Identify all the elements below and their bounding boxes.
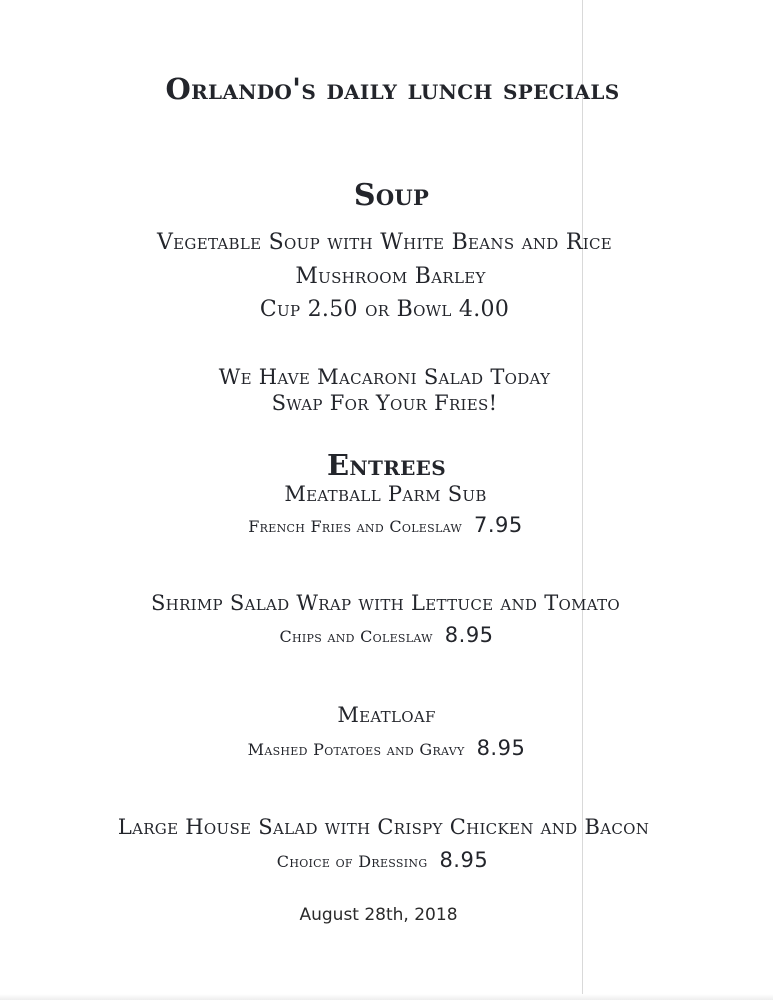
menu-title: Orlando's daily lunch specials: [165, 72, 620, 106]
entree-details: [0, 623, 773, 647]
entree-name: Meatloaf: [337, 703, 436, 727]
soup-item: Vegetable Soup with White Beans and Rice: [156, 230, 613, 255]
entree-price: 7.95: [473, 513, 523, 537]
entree-name: Shrimp Salad Wrap with Lettuce and Tomato: [151, 591, 620, 615]
entree-sides: Chips and Coleslaw: [279, 627, 433, 646]
soup-heading: Soup: [353, 178, 430, 213]
entree-price: 8.95: [439, 848, 489, 872]
entrees-heading: Entrees: [327, 448, 446, 482]
soup-price: Cup 2.50 or Bowl 4.00: [259, 297, 510, 322]
entree-price: 8.95: [476, 736, 526, 760]
entree-sides: Choice of Dressing: [276, 852, 428, 871]
entree-sides: French Fries and Coleslaw: [248, 517, 462, 536]
entree-name: Meatball Parm Sub: [284, 482, 487, 506]
promo-line: Swap For Your Fries!: [271, 391, 498, 415]
entree-details: [0, 848, 769, 872]
entree-price: 8.95: [444, 623, 494, 647]
promo-line: We Have Macaroni Salad Today: [218, 365, 551, 389]
menu-date: August 28th, 2018: [299, 905, 458, 925]
entree-name: Large House Salad with Crispy Chicken and Bacon: [117, 815, 650, 839]
entree-details: [0, 736, 773, 760]
paper-bottom-edge: [0, 994, 773, 1000]
entree-details: [0, 513, 772, 537]
soup-item: Mushroom Barley: [295, 264, 486, 289]
entree-sides: Mashed Potatoes and Gravy: [247, 740, 465, 759]
